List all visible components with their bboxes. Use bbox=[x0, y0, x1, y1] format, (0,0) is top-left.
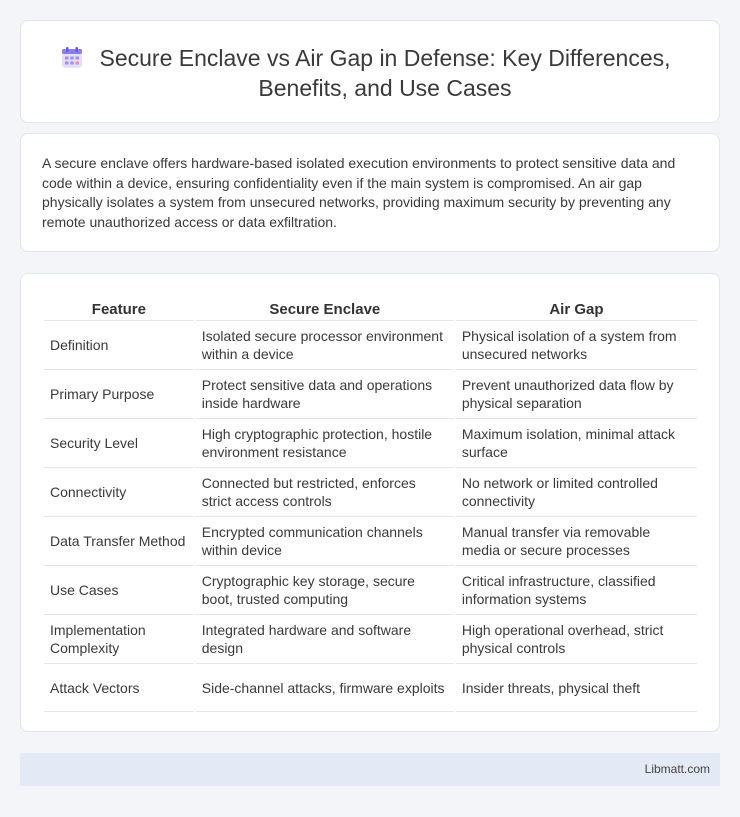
secure-enclave-cell: Side-channel attacks, firmware exploits bbox=[196, 663, 454, 712]
air-gap-cell: Manual transfer via removable media or secure processes bbox=[456, 516, 697, 565]
table-row bbox=[44, 614, 697, 663]
feature-cell: Data Transfer Method bbox=[44, 516, 194, 565]
table-header-row bbox=[44, 296, 697, 320]
intro-paragraph: A secure enclave offers hardware-based isolated execution environments to protect sensitive data and code within a device, ensuring confidentiality even if the main system is compromised. An air gap physically isolates a system from unsecured networks, providing maximum security by preventing any remote unauthorized access or data exfiltration. bbox=[42, 155, 676, 230]
secure-enclave-cell: Isolated secure processor environment within a device bbox=[196, 320, 454, 369]
air-gap-cell: Maximum isolation, minimal attack surface bbox=[456, 418, 697, 467]
air-gap-cell: Prevent unauthorized data flow by physical separation bbox=[456, 369, 697, 418]
secure-enclave-cell: Encrypted communication channels within device bbox=[196, 516, 454, 565]
air-gap-cell: Critical infrastructure, classified information systems bbox=[456, 565, 697, 614]
secure-enclave-cell: Integrated hardware and software design bbox=[196, 614, 454, 663]
footer-bar bbox=[20, 753, 720, 786]
secure-enclave-cell: Cryptographic key storage, secure boot, trusted computing bbox=[196, 565, 454, 614]
comparison-card bbox=[20, 273, 720, 732]
intro-card bbox=[20, 133, 720, 252]
table-row bbox=[44, 369, 697, 418]
table-row bbox=[44, 467, 697, 516]
feature-cell: Connectivity bbox=[44, 467, 194, 516]
footer-brand[interactable]: Libmatt.com bbox=[644, 762, 710, 776]
table-row bbox=[44, 516, 697, 565]
feature-cell: Use Cases bbox=[44, 565, 194, 614]
page-title: Secure Enclave vs Air Gap in Defense: Key Differences, Benefits, and Use Cases bbox=[99, 45, 671, 101]
table-row bbox=[44, 418, 697, 467]
header-feature: Feature bbox=[91, 300, 146, 318]
header-air-gap: Air Gap bbox=[549, 300, 604, 318]
header-secure-enclave: Secure Enclave bbox=[269, 300, 381, 318]
table-row bbox=[44, 320, 697, 369]
feature-cell: Attack Vectors bbox=[44, 663, 194, 712]
feature-cell: Definition bbox=[44, 320, 194, 369]
table-row bbox=[44, 663, 697, 712]
table-row bbox=[44, 565, 697, 614]
air-gap-cell: No network or limited controlled connectivity bbox=[456, 467, 697, 516]
feature-cell: Security Level bbox=[44, 418, 194, 467]
title-card bbox=[20, 20, 720, 123]
air-gap-cell: Physical isolation of a system from unsecured networks bbox=[456, 320, 697, 369]
air-gap-cell: High operational overhead, strict physical controls bbox=[456, 614, 697, 663]
secure-enclave-cell: Connected but restricted, enforces strict access controls bbox=[196, 467, 454, 516]
feature-cell: Implementation Complexity bbox=[44, 614, 194, 663]
air-gap-cell: Insider threats, physical theft bbox=[456, 663, 697, 712]
feature-cell: Primary Purpose bbox=[44, 369, 194, 418]
comparison-table bbox=[42, 296, 699, 712]
secure-enclave-cell: High cryptographic protection, hostile environment resistance bbox=[196, 418, 454, 467]
secure-enclave-cell: Protect sensitive data and operations inside hardware bbox=[196, 369, 454, 418]
